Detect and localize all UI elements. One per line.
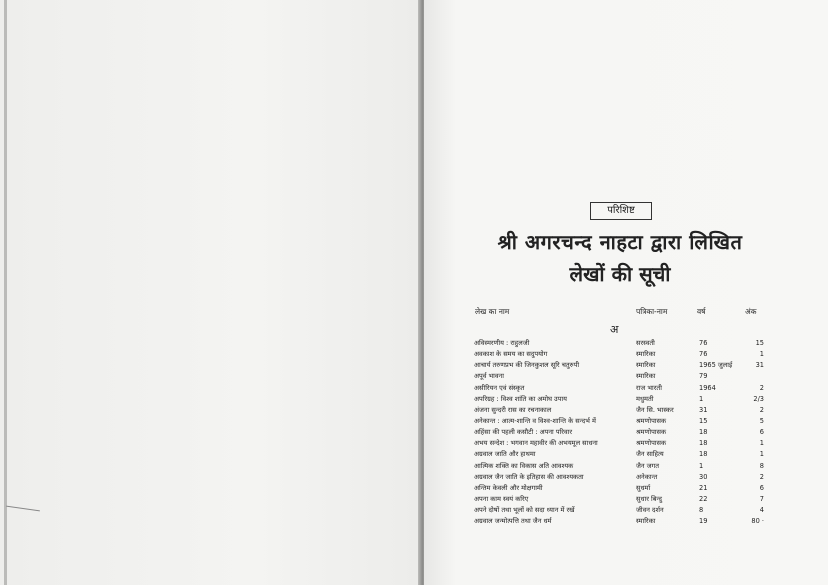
year-value: 8 bbox=[699, 506, 704, 515]
article-title: अभय सन्देश : भगवान महावीर की अभयमूल साधना bbox=[474, 439, 598, 448]
magazine-name: जैन साहित्य bbox=[636, 450, 664, 459]
issue-number: 6 bbox=[759, 428, 764, 437]
magazine-name: स्मारिका bbox=[636, 361, 656, 370]
issue-number: 5 bbox=[759, 416, 764, 425]
list-item bbox=[472, 405, 772, 416]
year-value: 1 bbox=[699, 394, 704, 403]
year-value: 19 bbox=[699, 517, 708, 526]
issue-number: 80 · bbox=[751, 517, 764, 526]
magazine-name: जैन जगत bbox=[636, 461, 660, 470]
year-value: 76 bbox=[699, 350, 708, 359]
issue-number: 1 bbox=[759, 450, 764, 459]
article-title: अग्रवाल जाति और हाथमा bbox=[474, 450, 536, 459]
magazine-name: सुधार बिन्दु bbox=[636, 494, 663, 503]
issue-number: 2/3 bbox=[753, 394, 764, 403]
year-value: 1 bbox=[699, 461, 704, 470]
column-header-title: लेख का नाम bbox=[475, 307, 510, 316]
list-item bbox=[472, 472, 772, 483]
magazine-name: जीवन दर्शन bbox=[636, 506, 664, 515]
list-item bbox=[472, 394, 772, 405]
year-value: 1964 bbox=[699, 383, 716, 392]
list-item bbox=[472, 516, 772, 527]
column-header-year: वर्ष bbox=[697, 307, 706, 316]
section-letter: अ bbox=[610, 323, 619, 336]
list-item bbox=[472, 505, 772, 516]
article-title: आचार्य तरुणप्रभ की जिनकुशल सूरि चतुरुपी bbox=[474, 361, 580, 370]
list-item bbox=[472, 371, 772, 382]
page-title-line2: लेखों की सूची bbox=[569, 262, 671, 286]
article-list bbox=[472, 338, 772, 527]
magazine-name: सरस्वती bbox=[636, 339, 655, 347]
magazine-name: जैन सि. भास्कर bbox=[636, 405, 674, 414]
issue-number: 6 bbox=[759, 483, 764, 492]
issue-number: 1 bbox=[759, 439, 764, 448]
year-value: 30 bbox=[699, 472, 708, 481]
magazine-name: श्रमणोपासक bbox=[636, 439, 667, 448]
list-item bbox=[472, 338, 772, 349]
year-value: 18 bbox=[699, 439, 708, 448]
issue-number: 1 bbox=[759, 350, 764, 359]
magazine-name: श्रमणोपासक bbox=[636, 428, 667, 437]
magazine-name: स्मारिका bbox=[636, 372, 656, 381]
article-title: अपूर्व भावना bbox=[474, 372, 504, 381]
list-item bbox=[472, 383, 772, 394]
magazine-name: अनेकान्त bbox=[636, 472, 658, 481]
article-title: अपना काम स्वयं करिए bbox=[474, 494, 529, 503]
column-header-issue: अंक bbox=[745, 307, 757, 316]
year-value: 18 bbox=[699, 428, 708, 437]
article-title: अवकाश के समय का सदुपयोग bbox=[474, 350, 548, 359]
year-value: 18 bbox=[699, 450, 708, 459]
appendix-label: परिशिष्ट bbox=[590, 202, 652, 220]
issue-number: 15 bbox=[755, 339, 764, 347]
page-title-line1: श्री अगरचन्द नाहटा द्वारा लिखित bbox=[497, 230, 743, 254]
magazine-name: श्रमणोपासक bbox=[636, 416, 667, 425]
magazine-name: मधुमती bbox=[636, 394, 654, 403]
issue-number: 8 bbox=[759, 461, 764, 470]
article-title: अपरिग्रह : विश्व शांति का अमोघ उपाय bbox=[474, 394, 567, 403]
list-item bbox=[472, 461, 772, 472]
article-title: आत्मिक शक्ति का विकास अति आवश्यक bbox=[474, 461, 574, 470]
issue-number: 2 bbox=[759, 405, 764, 414]
list-item bbox=[472, 494, 772, 505]
list-item bbox=[472, 438, 772, 449]
magazine-name: स्मारिका bbox=[636, 517, 656, 526]
year-value: 76 bbox=[699, 339, 708, 347]
article-title: असीरियन एवं संस्कृत bbox=[474, 383, 525, 392]
list-item bbox=[472, 483, 772, 494]
list-item bbox=[472, 449, 772, 460]
list-item bbox=[472, 427, 772, 438]
issue-number: 7 bbox=[759, 494, 764, 503]
article-title: अंजना सुन्दरी रास का रचनाकाल bbox=[474, 405, 552, 414]
article-title: अनेकान्त : आत्म-शान्ति व विश्व-शान्ति के सन्दर्भ में bbox=[474, 416, 596, 425]
issue-number: 2 bbox=[759, 383, 764, 392]
year-value: 22 bbox=[699, 494, 708, 503]
article-title: अन्तिम केवली और मोक्षगामी bbox=[474, 483, 543, 492]
article-title: अविस्मरणीय : राहुलजी bbox=[474, 339, 530, 347]
year-value: 31 bbox=[699, 405, 708, 414]
page-edge-mark bbox=[4, 0, 7, 585]
year-value: 1965 जुलाई bbox=[699, 361, 733, 370]
magazine-name: राज भारती bbox=[636, 383, 662, 392]
column-header-magazine: पत्रिका-नाम bbox=[636, 307, 668, 316]
article-title: अहिंसा की पहली कसौटी : अपना परिवार bbox=[474, 428, 573, 437]
year-value: 79 bbox=[699, 372, 708, 381]
article-title: अपने दोषों तथा भूलों को सदा ध्यान में रखें bbox=[474, 506, 575, 515]
article-title: अग्रवाल जैन जाति के इतिहास की आवश्यकता bbox=[474, 472, 584, 481]
magazine-name: स्मारिका bbox=[636, 350, 656, 359]
magazine-name: सुधर्मा bbox=[636, 483, 651, 492]
list-item bbox=[472, 416, 772, 427]
list-item bbox=[472, 349, 772, 360]
issue-number: 31 bbox=[755, 361, 764, 370]
year-value: 15 bbox=[699, 416, 708, 425]
list-item bbox=[472, 360, 772, 371]
issue-number: 4 bbox=[759, 506, 764, 515]
issue-number: 2 bbox=[759, 472, 764, 481]
article-title: अग्रवाल जन्मोत्पत्ति तथा जैन धर्म bbox=[474, 517, 552, 526]
year-value: 21 bbox=[699, 483, 708, 492]
